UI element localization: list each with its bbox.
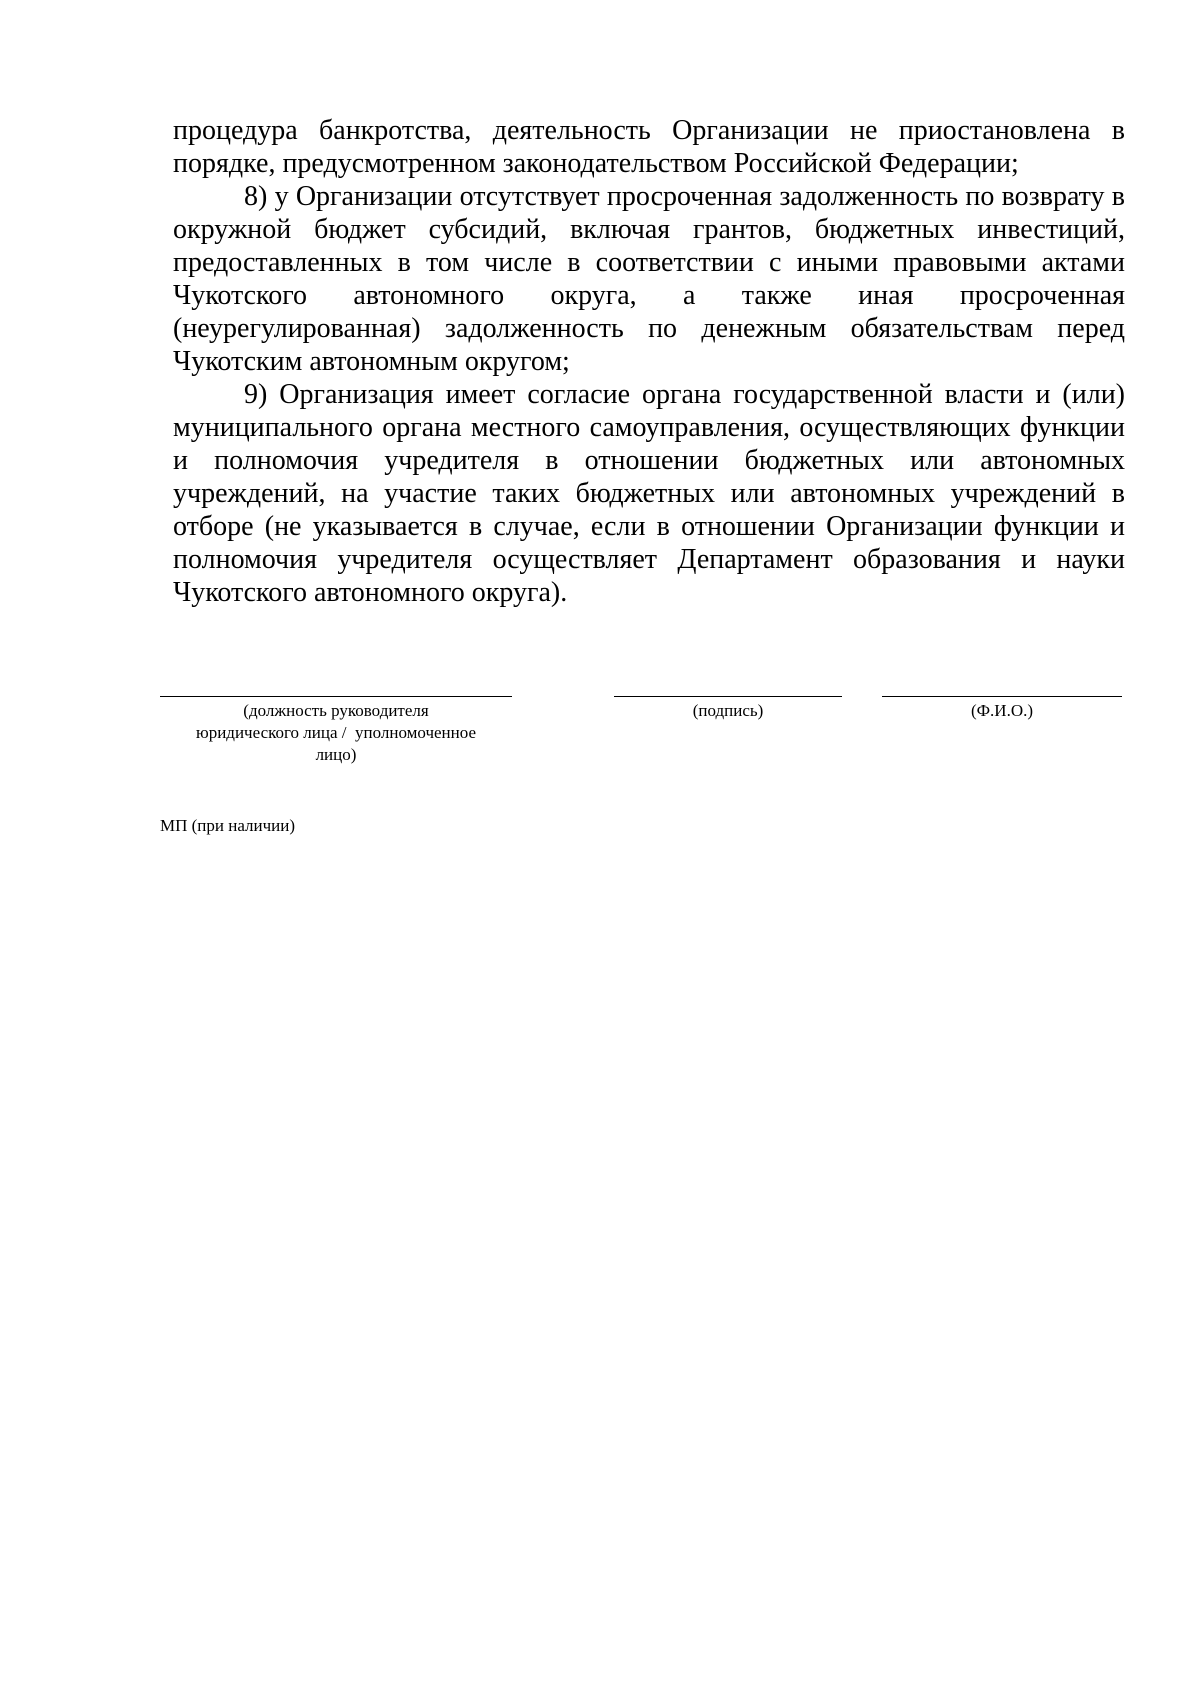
position-signature-line bbox=[160, 696, 512, 697]
document-body bbox=[173, 114, 1125, 609]
signature-line bbox=[614, 696, 842, 697]
position-caption-line-2: юридического лица / уполномоченное bbox=[196, 723, 476, 742]
paragraph-continuation: процедура банкротства, деятельность Организации не приостановлена в порядке, предусмотренном законодательством Российской Федерации; bbox=[173, 115, 1125, 179]
signature-caption: (подпись) bbox=[692, 701, 764, 720]
position-caption-line-1: (должность руководителя bbox=[243, 701, 429, 720]
paragraph-item-8: 8) у Организации отсутствует просроченная задолженность по возврату в окружной бюджет субсидий, включая грантов, бюджетных инвестиций, предоставленных в том числе в соответствии с иными правовыми актами Чукотского автономного округа, а также иная просроченная (неурегулированная) задолженность по денежным обязательствам перед Чукотским автономным округом; bbox=[173, 181, 1125, 377]
stamp-note: МП (при наличии) bbox=[160, 816, 296, 835]
name-caption: (Ф.И.О.) bbox=[970, 701, 1034, 720]
position-caption bbox=[160, 700, 512, 766]
name-signature-line bbox=[882, 696, 1122, 697]
paragraph-item-9: 9) Организация имеет согласие органа государственной власти и (или) муниципального органа местного самоуправления, осуществляющих функции и полномочия учредителя в отношении бюджетных или автономных учреждений, на участие таких бюджетных или автономных учреждений в отборе (не указывается в случае, если в отношении Организации функции и полномочия учредителя осуществляет Департамент образования и науки Чукотского автономного округа). bbox=[173, 379, 1125, 608]
position-caption-line-3: лицо) bbox=[315, 745, 357, 764]
